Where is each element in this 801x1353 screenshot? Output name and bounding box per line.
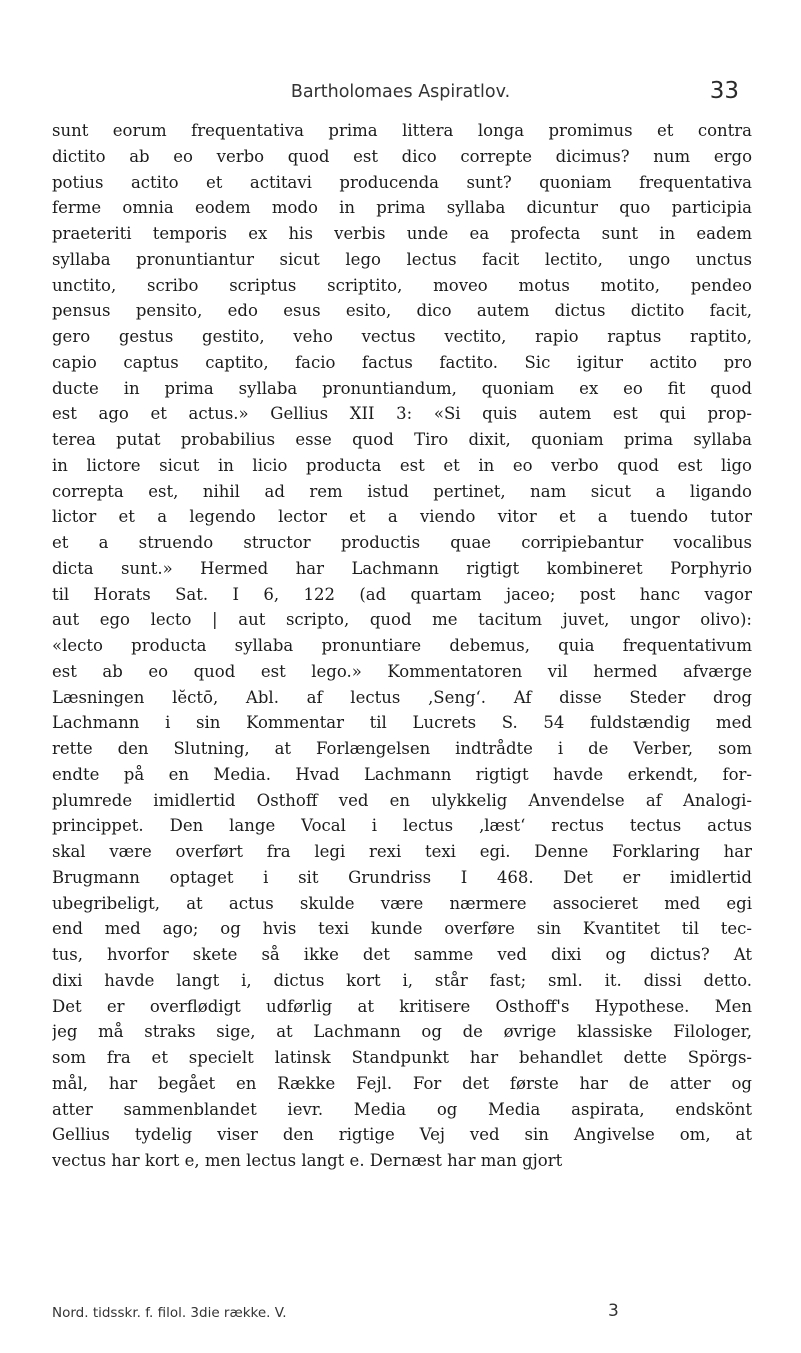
text-line: Lachmann i sin Kommentar til Lucrets S. 54 fuldstændig med bbox=[52, 713, 752, 733]
text-line: Det er overflødigt udførlig at kritisere Osthoff's Hypothese. Men bbox=[52, 996, 752, 1016]
text-line: ducte in prima syllaba pronuntiandum, quoniam ex eo fit quod bbox=[52, 378, 752, 398]
text-line: endte på en Media. Hvad Lachmann rigtigt havde erkendt, for- bbox=[52, 764, 752, 784]
text-line: capio captus captito, facio factus factito. Sic igitur actito pro bbox=[52, 352, 752, 372]
text-line: som fra et specielt latinsk Standpunkt har behandlet dette Spörgs- bbox=[52, 1048, 752, 1067]
text-line: terea putat probabilius esse quod Tiro dixit, quoniam prima syllaba bbox=[52, 430, 752, 449]
text-line: tus, hvorfor skete så ikke det samme ved dixi og dictus? At bbox=[52, 945, 752, 964]
page-footer bbox=[52, 1301, 752, 1329]
text-line: praeteriti temporis ex his verbis unde ea profecta sunt in eadem bbox=[52, 224, 752, 243]
text-line: vectus har kort e, men lectus langt e. Dernæst har man gjort bbox=[52, 1151, 563, 1170]
text-line: potius actito et actitavi producenda sunt? quoniam frequentativa bbox=[52, 172, 752, 192]
text-line: plumrede imidlertid Osthoff ved en ulykkelig Anvendelse af Analogi- bbox=[52, 790, 752, 810]
text-line: ubegribeligt, at actus skulde være nærmere associeret med egi bbox=[52, 893, 752, 913]
text-line: correpta est, nihil ad rem istud pertinet, nam sicut a ligando bbox=[52, 481, 752, 501]
text-line: est ab eo quod est lego.» Kommentatoren vil hermed afværge bbox=[52, 661, 752, 681]
text-line: end med ago; og hvis texi kunde overføre sin Kvantitet til tec- bbox=[52, 919, 752, 939]
text-line: dixi havde langt i, dictus kort i, står fast; sml. it. dissi detto. bbox=[52, 970, 752, 990]
text-line: Brugmann optaget i sit Grundriss I 468. Det er imidlertid bbox=[52, 867, 752, 887]
text-line: syllaba pronuntiantur sicut lego lectus facit lectito, ungo unctus bbox=[52, 249, 752, 269]
running-title: Bartholomaes Aspiratlov. bbox=[290, 82, 511, 102]
text-line: atter sammenblandet ievr. Media og Media aspirata, endskönt bbox=[52, 1099, 752, 1119]
text-line: lictor et a legendo lector et a viendo vitor et a tuendo tutor bbox=[52, 507, 752, 527]
text-line: dicta sunt.» Hermed har Lachmann rigtigt kombineret Porphyrio bbox=[52, 558, 752, 578]
journal-footnote: Nord. tidsskr. f. filol. 3die række. V. bbox=[52, 1305, 287, 1321]
text-line: in lictore sicut in licio producta est et in eo verbo quod est ligo bbox=[52, 455, 752, 475]
text-line: gero gestus gestito, veho vectus vectito, rapio raptus raptito, bbox=[52, 327, 752, 346]
text-line: et a struendo structor productis quae corripiebantur vocalibus bbox=[52, 533, 752, 552]
text-line: til Horats Sat. I 6, 122 (ad quartam jaceo; post hanc vagor bbox=[52, 584, 752, 604]
text-line: unctito, scribo scriptus scriptito, moveo motus motito, pendeo bbox=[52, 275, 752, 295]
text-line: aut ego lecto | aut scripto, quod me tacitum juvet, ungor olivo): bbox=[52, 610, 752, 630]
signature-mark: 3 bbox=[608, 1301, 619, 1321]
text-line: est ago et actus.» Gellius XII 3: «Si quis autem est qui prop- bbox=[52, 404, 752, 424]
text-body bbox=[52, 118, 752, 1174]
text-line: rette den Slutning, at Forlængelsen indtrådte i de Verber, som bbox=[52, 739, 752, 758]
page-number: 33 bbox=[709, 78, 739, 104]
text-line: mål, har begået en Række Fejl. For det første har de atter og bbox=[52, 1073, 752, 1093]
running-head bbox=[0, 80, 801, 110]
text-line: Læsningen lĕctō, Abl. af lectus ‚Seng‘. Af disse Steder drog bbox=[52, 687, 752, 707]
text-line: sunt eorum frequentativa prima littera longa promimus et contra bbox=[52, 121, 752, 140]
text-line: ferme omnia eodem modo in prima syllaba dicuntur quo participia bbox=[52, 198, 752, 218]
text-line: «lecto producta syllaba pronuntiare debemus, quia frequentativum bbox=[52, 636, 752, 655]
text-line: jeg må straks sige, at Lachmann og de øvrige klassiske Filologer, bbox=[52, 1022, 752, 1042]
text-line: pensus pensito, edo esus esito, dico autem dictus dictito facit, bbox=[52, 301, 752, 321]
text-line: princippet. Den lange Vocal i lectus ‚læst‘ rectus tectus actus bbox=[52, 816, 752, 836]
text-line: Gellius tydelig viser den rigtige Vej ved sin Angivelse om, at bbox=[52, 1125, 752, 1145]
text-line: skal være overført fra legi rexi texi egi. Denne Forklaring har bbox=[52, 842, 752, 861]
text-line: dictito ab eo verbo quod est dico correpte dicimus? num ergo bbox=[52, 146, 752, 166]
